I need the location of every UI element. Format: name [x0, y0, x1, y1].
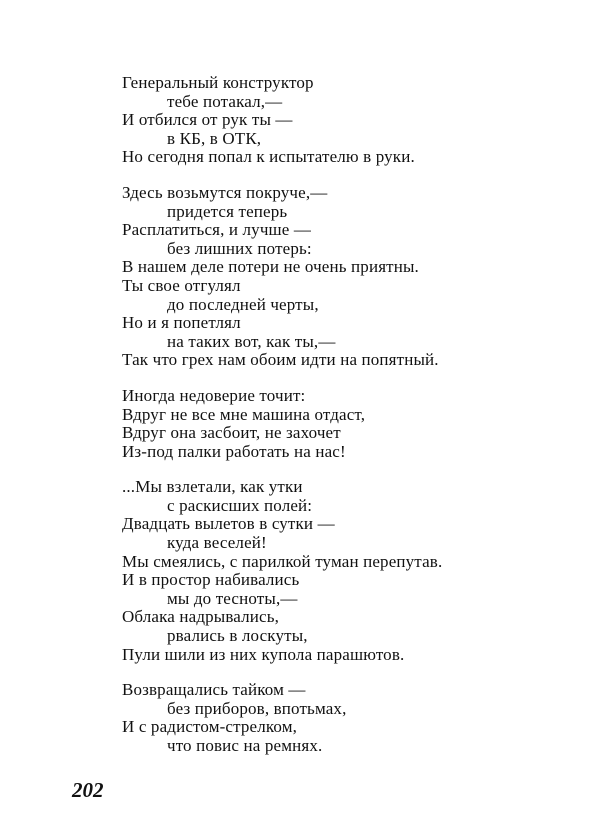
- page-number: 202: [72, 778, 104, 802]
- poem-line: Облака надрывались,: [122, 607, 280, 627]
- poem-line: Мы смеялись, с парилкой туман перепутав.: [122, 551, 443, 571]
- poem-line: в КБ, в ОТК,: [167, 128, 262, 148]
- poem-line: до последней черты,: [167, 294, 319, 314]
- poem-line: Из-под палки работать на нас!: [122, 441, 346, 461]
- stanza: [122, 74, 542, 167]
- stanza: [122, 478, 542, 664]
- poem-line: куда веселей!: [167, 533, 267, 553]
- poem-line: Так что грех нам обоим идти на попятный.: [122, 350, 439, 370]
- poem-text: [122, 74, 542, 773]
- poem-line: Иногда недоверие точит:: [122, 385, 306, 405]
- poem-line: Здесь возьмутся покруче,—: [122, 182, 328, 202]
- stanza: [122, 387, 542, 461]
- poem-line: Вдруг не все мне машина отдаст,: [122, 404, 366, 424]
- stanza: [122, 184, 542, 370]
- poem-line: тебе потакал,—: [167, 91, 283, 111]
- poem-line: что повис на ремнях.: [167, 736, 323, 755]
- poem-line: И с радистом-стрелком,: [122, 717, 298, 737]
- poem-line: Возвращались тайком —: [122, 680, 306, 700]
- poem-line: рвались в лоскуты,: [167, 626, 308, 646]
- poem-line: придется теперь: [167, 201, 288, 221]
- poem-line: ...Мы взлетали, как утки: [122, 477, 303, 497]
- poem-line: Расплатиться, и лучше —: [122, 220, 312, 240]
- poem-line: И отбился от рук ты —: [122, 110, 293, 130]
- poem-line: Ты свое отгулял: [122, 275, 241, 295]
- poem-line: мы до тесноты,—: [167, 588, 298, 608]
- poem-line: Но сегодня попал к испытателю в руки.: [122, 147, 415, 167]
- poem-line: Но и я попетлял: [122, 313, 241, 333]
- poem-line: без приборов, впотьмах,: [167, 698, 347, 718]
- poem-line: на таких вот, как ты,—: [167, 331, 336, 351]
- poem-line: И в простор набивались: [122, 570, 300, 590]
- poem-line: Пули шили из них купола парашютов.: [122, 644, 405, 664]
- poem-line: без лишних потерь:: [167, 238, 312, 258]
- poem-line: Генеральный конструктор: [122, 73, 314, 92]
- stanza: [122, 681, 542, 755]
- poem-line: Вдруг она засбоит, не захочет: [122, 423, 341, 443]
- poem-line: Двадцать вылетов в сутки —: [122, 514, 335, 534]
- poem-line: с раскисших полей:: [167, 495, 313, 515]
- poem-line: В нашем деле потери не очень приятны.: [122, 257, 419, 277]
